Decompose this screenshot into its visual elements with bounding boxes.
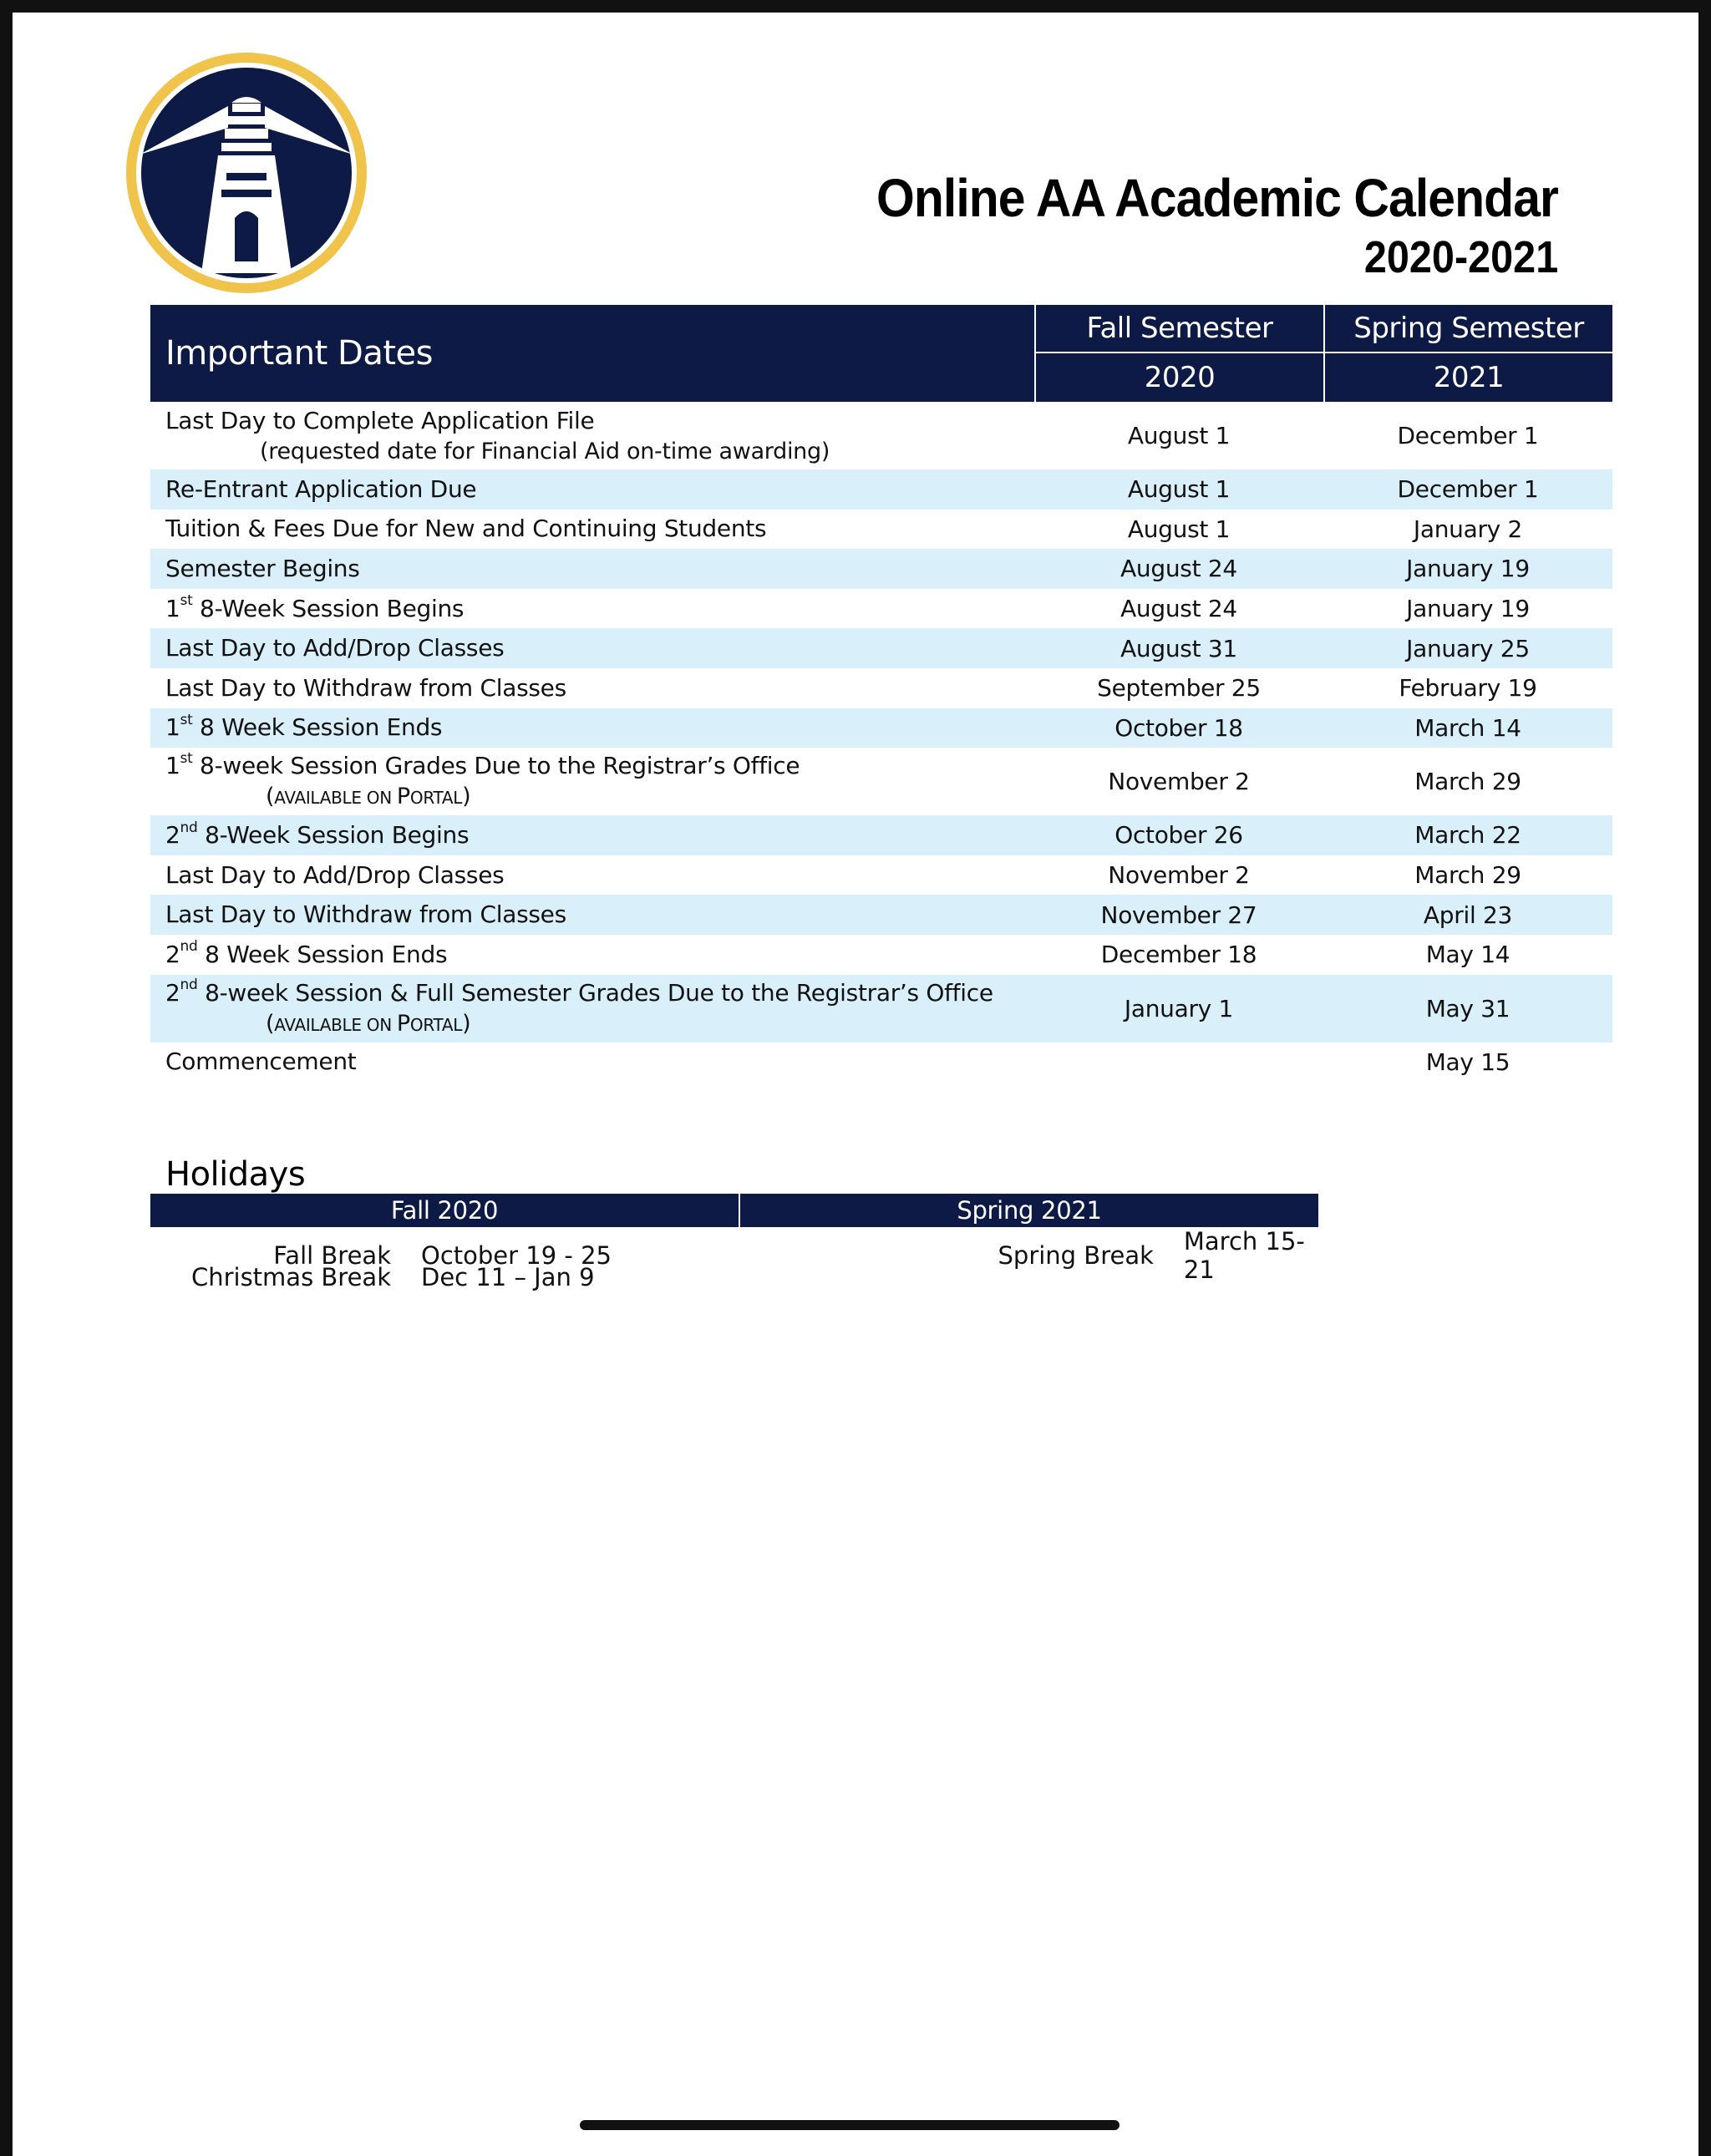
spring-date: May 31 <box>1425 994 1510 1022</box>
holiday-name: Spring Break <box>998 1241 1154 1270</box>
spring-date: December 1 <box>1397 475 1539 504</box>
holidays-table <box>150 1194 1318 1294</box>
row-text: 8-Week Session Begins <box>192 594 465 622</box>
row-title: Tuition & Fees Due for New and Continuing Students <box>165 515 767 543</box>
ordinal-number: 2 <box>165 940 180 968</box>
holiday-name: Fall Break <box>273 1241 391 1270</box>
row-title: Last Day to Complete Application File <box>165 406 595 434</box>
fall-date: August 24 <box>1120 555 1237 583</box>
table-row <box>150 589 1612 629</box>
ordinal-number: 1 <box>165 752 180 780</box>
ordinal-suffix: nd <box>180 938 198 956</box>
table-row <box>150 510 1612 550</box>
row-title: Last Day to Withdraw from Classes <box>165 673 566 702</box>
table-row <box>150 895 1612 935</box>
row-title <box>165 750 1034 782</box>
note-capital: P <box>396 784 410 810</box>
row-text: 8-Week Session Begins <box>197 820 470 849</box>
fall-date <box>1034 1042 1323 1083</box>
ordinal-suffix: st <box>180 712 193 729</box>
row-label <box>150 668 1034 708</box>
row-label <box>150 1042 1034 1083</box>
table-row <box>150 402 1612 469</box>
fall-holiday <box>150 1261 739 1294</box>
row-label <box>150 708 1034 748</box>
document-page <box>13 13 1698 2156</box>
table-header <box>150 305 1612 402</box>
fall-date: December 18 <box>1100 941 1257 969</box>
fall-date: January 1 <box>1124 994 1234 1022</box>
spring-date: January 25 <box>1406 634 1530 662</box>
table-row <box>150 975 1612 1042</box>
ordinal-number: 1 <box>165 713 180 742</box>
row-text: 8-week Session & Full Semester Grades Due to the Registrar’s Office <box>197 978 993 1007</box>
fall-date: November 27 <box>1100 900 1257 929</box>
table-row <box>150 1042 1612 1083</box>
row-text: 8 Week Session Ends <box>197 940 448 968</box>
table-row <box>150 748 1612 815</box>
important-dates-header: Important Dates <box>165 334 433 373</box>
row-label <box>150 510 1034 550</box>
lighthouse-logo <box>121 48 372 298</box>
calendar-title: Online AA Academic Calendar <box>876 168 1558 228</box>
row-label <box>150 628 1034 668</box>
holiday-dates: March 15-21 <box>1183 1227 1305 1284</box>
table-row <box>150 815 1612 855</box>
spring-date: March 14 <box>1414 713 1521 742</box>
table-row <box>150 469 1612 510</box>
fall-column-header <box>1034 305 1323 402</box>
note-smallcaps: AVAILABLE ON <box>274 1014 397 1035</box>
row-text: 8 Week Session Ends <box>192 713 443 742</box>
row-label <box>150 589 1034 629</box>
note-smallcaps: ORTAL <box>409 1014 463 1035</box>
row-note <box>165 782 1034 813</box>
holidays-header <box>150 1194 1318 1227</box>
fall-date: August 1 <box>1127 475 1231 504</box>
spring-holidays-header: Spring 2021 <box>739 1194 1318 1227</box>
row-title <box>165 819 1034 851</box>
spring-holiday-empty <box>739 1261 1318 1294</box>
ordinal-suffix: nd <box>180 819 198 836</box>
row-title: Last Day to Withdraw from Classes <box>165 900 566 929</box>
row-label <box>150 975 1034 1042</box>
table-row <box>150 668 1612 708</box>
row-title <box>165 939 1034 971</box>
spring-date: March 22 <box>1414 821 1521 850</box>
row-label <box>150 855 1034 895</box>
spring-date: May 14 <box>1425 941 1510 969</box>
ordinal-suffix: st <box>180 592 193 610</box>
row-note: (requested date for Financial Aid on-time awarding) <box>260 438 830 464</box>
fall-date: October 18 <box>1114 713 1243 742</box>
spring-date: February 19 <box>1399 674 1537 703</box>
row-note <box>165 1009 1034 1040</box>
row-label <box>150 549 1034 589</box>
row-label <box>150 469 1034 510</box>
note-capital: P <box>396 1010 410 1037</box>
note-close: ) <box>462 1010 471 1037</box>
calendar-year: 2020-2021 <box>1363 232 1558 282</box>
ordinal-number: 2 <box>165 978 180 1007</box>
row-title: Semester Begins <box>165 554 360 582</box>
row-title: Last Day to Add/Drop Classes <box>165 860 505 889</box>
ordinal-suffix: nd <box>180 977 198 994</box>
spring-column-header <box>1323 305 1612 402</box>
spring-date: December 1 <box>1397 422 1539 449</box>
row-title: Re-Entrant Application Due <box>165 474 477 503</box>
fall-date: August 1 <box>1127 422 1231 449</box>
fall-date: August 1 <box>1127 515 1231 543</box>
table-row <box>150 628 1612 668</box>
table-row <box>150 708 1612 748</box>
fall-date: September 25 <box>1097 674 1261 703</box>
spring-date: March 29 <box>1414 768 1521 796</box>
row-label <box>150 748 1034 815</box>
fall-date: November 2 <box>1108 768 1250 796</box>
fall-semester-label: Fall Semester <box>1086 312 1273 345</box>
holidays-heading: Holidays <box>165 1155 306 1194</box>
spring-date: May 15 <box>1425 1048 1510 1076</box>
table-row <box>150 935 1612 975</box>
fall-holidays-header: Fall 2020 <box>390 1196 499 1225</box>
note-smallcaps: AVAILABLE ON <box>274 788 397 809</box>
fall-date: August 24 <box>1120 595 1237 623</box>
fall-date: November 2 <box>1108 861 1250 890</box>
row-text: 8-week Session Grades Due to the Registrar’s Office <box>192 752 800 780</box>
note-open: ( <box>266 1010 275 1037</box>
holiday-name: Christmas Break <box>190 1263 391 1291</box>
spring-date: January 19 <box>1406 555 1530 583</box>
row-title: Last Day to Add/Drop Classes <box>165 634 505 662</box>
note-open: ( <box>266 784 275 810</box>
row-title <box>165 593 1034 625</box>
table-row <box>150 549 1612 589</box>
row-label <box>150 815 1034 855</box>
important-dates-table <box>150 305 1612 1082</box>
ordinal-number: 2 <box>165 820 180 849</box>
fall-date: October 26 <box>1114 821 1243 850</box>
spring-date: April 23 <box>1423 900 1513 929</box>
holiday-row <box>150 1261 1318 1294</box>
row-label <box>150 935 1034 975</box>
fall-date: August 31 <box>1120 634 1237 662</box>
row-title <box>165 977 1034 1009</box>
table-row <box>150 855 1612 895</box>
spring-date: March 29 <box>1414 861 1521 890</box>
row-title <box>165 712 1034 743</box>
holiday-dates: October 19 - 25 <box>421 1241 612 1270</box>
ordinal-suffix: st <box>180 749 193 767</box>
home-indicator-bar[interactable] <box>580 2120 1120 2130</box>
row-label <box>150 895 1034 935</box>
spring-date: January 19 <box>1406 595 1530 623</box>
fall-semester-year: 2020 <box>1036 352 1323 402</box>
holiday-dates: Dec 11 – Jan 9 <box>421 1263 595 1291</box>
row-title: Commencement <box>165 1048 357 1076</box>
note-close: ) <box>462 784 471 810</box>
spring-date: January 2 <box>1413 515 1523 543</box>
ordinal-number: 1 <box>165 594 180 622</box>
spring-semester-label: Spring Semester <box>1353 312 1584 345</box>
note-smallcaps: ORTAL <box>409 788 463 809</box>
spring-semester-year: 2021 <box>1325 352 1612 402</box>
row-label <box>150 402 1034 469</box>
